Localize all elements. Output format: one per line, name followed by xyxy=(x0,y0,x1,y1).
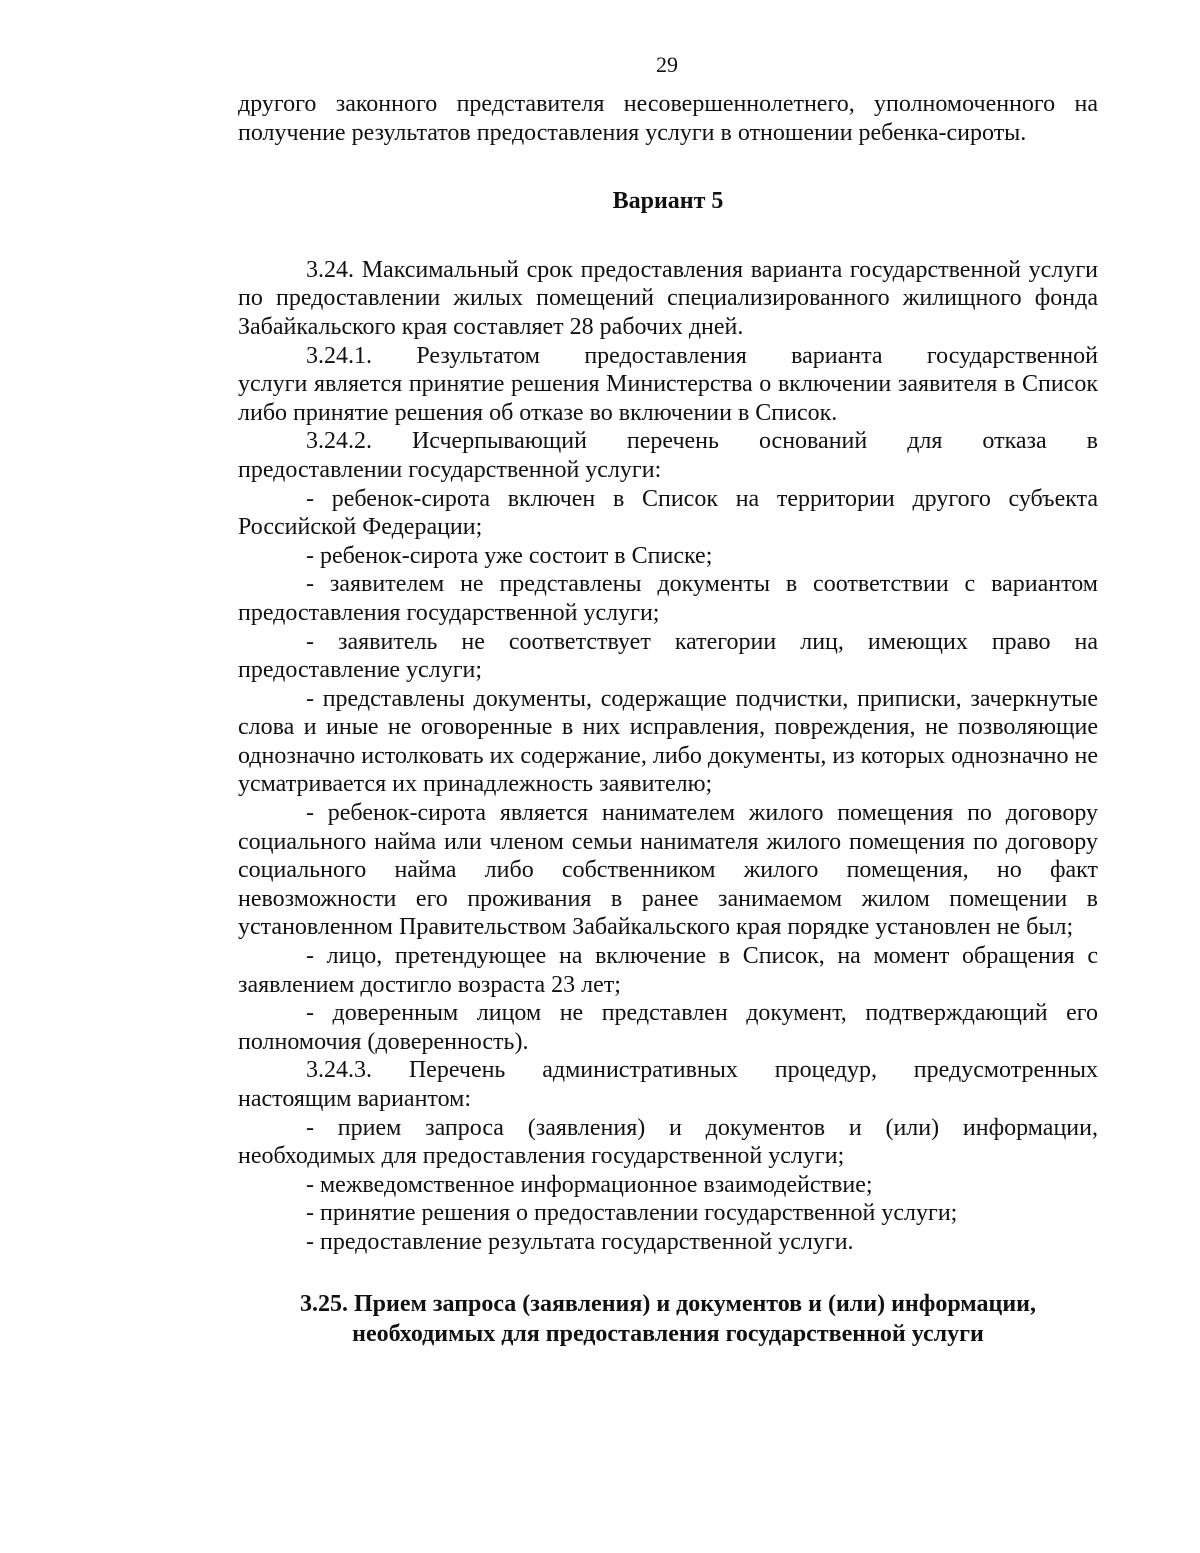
paragraph-3-24-1-rest: услуги является принятие решения Министерства о включении заявителя в Список либо принятие решения об отказе во включении в Список. xyxy=(238,371,1098,426)
paragraph-3-24-2 xyxy=(238,427,1098,484)
refusal-item: - представлены документы, содержащие подчистки, приписки, зачеркнутые слова и иные не оговоренные в них исправления, повреждения, не позволяющие однозначно истолковать их содержание, либо документы, из которых однозначно не усматривается их принадлежность заявителю; xyxy=(238,685,1098,798)
word: Исчерпывающий xyxy=(411,428,587,455)
intro-paragraph: другого законного представителя несовершеннолетнего, уполномоченного на получение результатов предоставления услуги в отношении ребенка-сироты. xyxy=(238,91,1098,146)
variant-heading: Вариант 5 xyxy=(612,188,724,215)
word: Результатом xyxy=(416,342,540,369)
word: отказа xyxy=(982,428,1047,455)
word: административных xyxy=(542,1057,738,1084)
word: 3.24.1. xyxy=(306,342,372,369)
procedure-item: - принятие решения о предоставлении государственной услуги; xyxy=(306,1200,958,1227)
refusal-item: - доверенным лицом не представлен документ, подтверждающий его полномочия (доверенность). xyxy=(238,1000,1098,1055)
procedure-item: - прием запроса (заявления) и документов и (или) информации, необходимых для предоставления государственной услуги; xyxy=(238,1114,1098,1170)
refusal-item: - заявителем не представлены документы в соответствии с вариантом предоставления государственной услуги; xyxy=(238,571,1098,626)
word: варианта xyxy=(791,342,883,369)
refusal-item: - заявитель не соответствует категории лиц, имеющих право на предоставление услуги; xyxy=(238,628,1098,684)
word: оснований xyxy=(758,428,868,455)
paragraph-3-24-3-rest: настоящим вариантом: xyxy=(238,1086,471,1112)
paragraph-3-24-1-first-line xyxy=(238,342,1098,371)
section-3-25-heading xyxy=(238,1289,1098,1349)
refusal-item: - ребенок-сирота включен в Список на территории другого субъекта Российской Федерации; xyxy=(238,485,1098,541)
paragraph-3-24-1 xyxy=(238,342,1098,428)
procedure-item: - межведомственное информационное взаимодействие; xyxy=(306,1171,873,1198)
paragraph-3-24-2-rest: предоставлении государственной услуги: xyxy=(238,456,662,483)
word: Перечень xyxy=(408,1057,506,1084)
word: в xyxy=(1086,428,1098,455)
word: государственной xyxy=(926,342,1098,369)
section-3-25-heading-line1: 3.25. Прием запроса (заявления) и документов и (или) информации, xyxy=(300,1290,1036,1317)
paragraph-3-24-2-first-line xyxy=(238,427,1098,456)
paragraph-3-24: 3.24. Максимальный срок предоставления варианта государственной услуги по предоставлении жилых помещений специализированного жилищного фонда Забайкальского края составляет 28 рабочих дней. xyxy=(238,256,1098,340)
word: предоставления xyxy=(584,342,747,369)
section-3-25-heading-line2: необходимых для предоставления государственной услуги xyxy=(352,1320,984,1347)
paragraph-3-24-3 xyxy=(238,1056,1098,1113)
word: предусмотренных xyxy=(913,1057,1098,1084)
word: 3.24.2. xyxy=(306,428,372,455)
word: перечень xyxy=(626,428,719,455)
refusal-item: - ребенок-сирота уже состоит в Списке; xyxy=(306,542,713,569)
document-body xyxy=(238,90,1098,1349)
word: для xyxy=(907,428,943,455)
refusal-item: - ребенок-сирота является нанимателем жилого помещения по договору социального найма или членом семьи нанимателя жилого помещения по договору социального найма либо собственником жилого помещения, но факт невозможности его проживания в ранее занимаемом жилом помещении в установленном Правительством Забайкальского края порядке установлен не был; xyxy=(238,800,1098,941)
word: процедур, xyxy=(774,1057,877,1084)
page-number: 29 xyxy=(656,52,678,77)
refusal-item: - лицо, претендующее на включение в Список, на момент обращения с заявлением достигло возраста 23 лет; xyxy=(238,943,1098,998)
procedure-item: - предоставление результата государственной услуги. xyxy=(306,1228,854,1255)
paragraph-3-24-3-first-line xyxy=(238,1056,1098,1085)
word: 3.24.3. xyxy=(306,1057,372,1084)
